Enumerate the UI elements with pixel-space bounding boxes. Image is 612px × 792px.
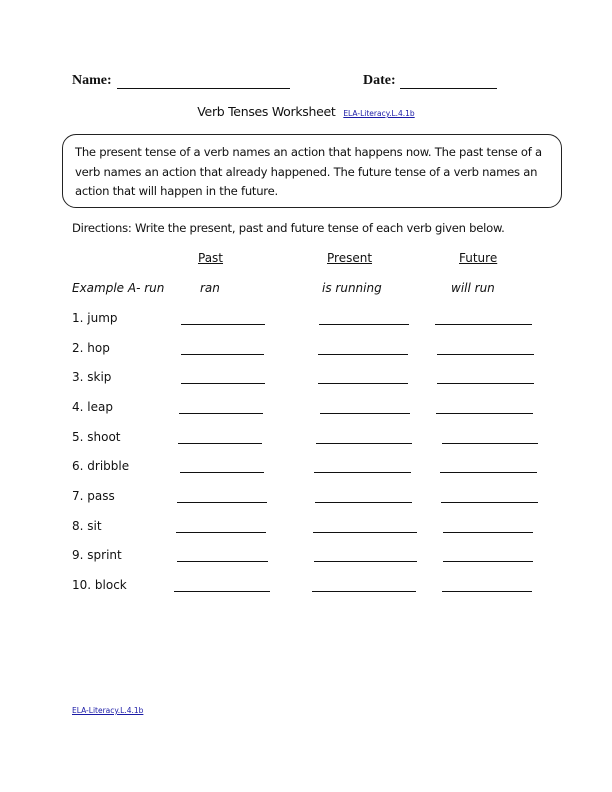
example-present: is running <box>322 281 382 295</box>
answer-past-blank[interactable] <box>177 561 268 562</box>
answer-future-blank[interactable] <box>442 443 538 444</box>
date-field[interactable] <box>400 88 497 89</box>
answer-past-blank[interactable] <box>174 591 270 592</box>
verb-label: 8. sit <box>72 519 102 533</box>
answer-present-blank[interactable] <box>320 413 410 414</box>
directions-text: Directions: Write the present, past and future tense of each verb given below. <box>72 221 505 235</box>
answer-present-blank[interactable] <box>312 591 416 592</box>
verb-label: 3. skip <box>72 370 112 384</box>
example-past: ran <box>200 281 220 295</box>
name-label: Name: <box>72 73 112 88</box>
answer-future-blank[interactable] <box>435 324 532 325</box>
answer-present-blank[interactable] <box>316 443 412 444</box>
verb-label: 9. sprint <box>72 548 122 562</box>
date-label: Date: <box>363 73 396 88</box>
answer-present-blank[interactable] <box>319 324 409 325</box>
answer-past-blank[interactable] <box>179 413 263 414</box>
standard-link[interactable]: ELA-Literacy.L.4.1b <box>343 109 415 118</box>
answer-present-blank[interactable] <box>314 472 411 473</box>
intro-box <box>62 134 562 208</box>
answer-present-blank[interactable] <box>314 561 417 562</box>
verb-label: 10. block <box>72 578 127 592</box>
answer-past-blank[interactable] <box>178 443 262 444</box>
answer-past-blank[interactable] <box>181 354 264 355</box>
answer-future-blank[interactable] <box>441 502 538 503</box>
column-header-future: Future <box>459 251 498 265</box>
example-future: will run <box>451 281 495 295</box>
example-label: Example A- run <box>72 281 165 295</box>
verb-label: 7. pass <box>72 489 115 503</box>
answer-future-blank[interactable] <box>437 383 534 384</box>
answer-future-blank[interactable] <box>443 561 533 562</box>
column-header-past: Past <box>198 251 224 265</box>
answer-future-blank[interactable] <box>440 472 537 473</box>
answer-past-blank[interactable] <box>181 383 265 384</box>
worksheet-title-row <box>0 104 612 119</box>
answer-present-blank[interactable] <box>318 383 408 384</box>
answer-past-blank[interactable] <box>180 472 264 473</box>
answer-present-blank[interactable] <box>318 354 408 355</box>
answer-past-blank[interactable] <box>177 502 267 503</box>
answer-present-blank[interactable] <box>315 502 412 503</box>
answer-past-blank[interactable] <box>176 532 266 533</box>
verb-label: 2. hop <box>72 341 110 355</box>
answer-past-blank[interactable] <box>181 324 265 325</box>
verb-label: 5. shoot <box>72 430 121 444</box>
answer-present-blank[interactable] <box>313 532 417 533</box>
column-header-present: Present <box>327 251 373 265</box>
intro-text: The present tense of a verb names an action that happens now. The past tense of a verb names an action that already happened. The future tense of a verb names an action that will happen in the future. <box>75 145 542 198</box>
verb-label: 6. dribble <box>72 459 130 473</box>
answer-future-blank[interactable] <box>442 591 532 592</box>
verb-label: 4. leap <box>72 400 113 414</box>
answer-future-blank[interactable] <box>437 354 534 355</box>
verb-label: 1. jump <box>72 311 118 325</box>
footer-standard-link[interactable]: ELA-Literacy.L.4.1b <box>72 706 144 715</box>
worksheet-title: Verb Tenses Worksheet <box>197 104 336 119</box>
name-field[interactable] <box>117 88 290 89</box>
answer-future-blank[interactable] <box>443 532 533 533</box>
answer-future-blank[interactable] <box>436 413 533 414</box>
